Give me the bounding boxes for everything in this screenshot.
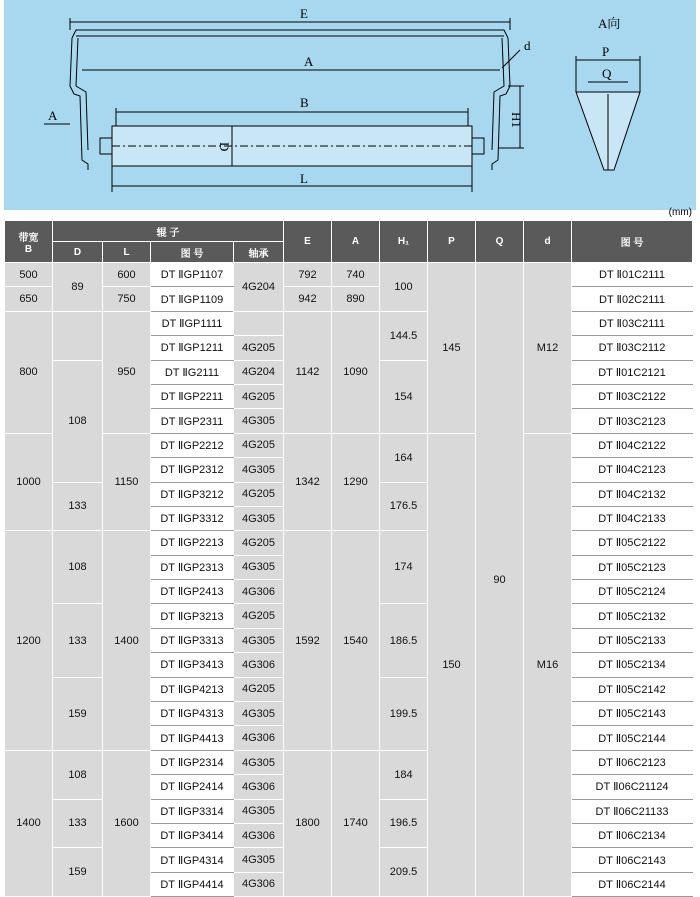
cell-a: 1540	[332, 531, 380, 751]
header-belt-width-sub: B	[24, 243, 33, 255]
cell-d: 133	[53, 604, 103, 677]
cell-bearing: 4G306	[234, 580, 284, 604]
header-d: d	[524, 221, 572, 263]
cell-roller-no: DT ⅡGP4414	[151, 872, 234, 896]
cell-assembly-no: DT Ⅱ06C2134	[572, 823, 693, 847]
cell-p: 150	[428, 433, 476, 896]
cell-assembly-no: DT Ⅱ05C2123	[572, 555, 693, 579]
cell-l: 1400	[103, 531, 151, 751]
cell-roller-no: DT ⅡGP3212	[151, 482, 234, 506]
cell-assembly-no: DT Ⅱ01C2111	[572, 263, 693, 287]
cell-b: 1200	[5, 531, 53, 751]
cell-b: 650	[5, 287, 53, 311]
cell-roller-no: DT ⅡGP2311	[151, 409, 234, 433]
cell-bearing: 4G306	[234, 823, 284, 847]
cell-roller-no: DT ⅡGP2414	[151, 775, 234, 799]
cell-e: 1800	[284, 750, 332, 896]
cell-assembly-no: DT Ⅱ05C2142	[572, 677, 693, 701]
header-bearing: 轴承	[234, 242, 284, 263]
header-belt-width	[5, 221, 53, 263]
header-roller-d: D	[53, 242, 103, 263]
cell-roller-no: DT ⅡGP4213	[151, 677, 234, 701]
cell-roller-no: DT ⅡGP2413	[151, 580, 234, 604]
header-belt-width-label: 带宽	[18, 232, 39, 244]
cell-roller-no: DT ⅡGP3414	[151, 823, 234, 847]
cell-assembly-no: DT Ⅱ06C21133	[572, 799, 693, 823]
cell-roller-no: DT ⅡGP4413	[151, 726, 234, 750]
cell-bearing: 4G205	[234, 482, 284, 506]
cell-roller-no: DT ⅡGP2313	[151, 555, 234, 579]
cell-bearing: 4G305	[234, 799, 284, 823]
cell-d: 108	[53, 360, 103, 482]
cell-assembly-no: DT Ⅱ05C2124	[572, 580, 693, 604]
header-e: E	[284, 221, 332, 263]
technical-drawing	[4, 0, 696, 210]
cell-roller-no: DT ⅡGP3313	[151, 628, 234, 652]
dim-h1-label: H1	[509, 112, 524, 128]
specification-table	[4, 220, 693, 897]
table-row	[5, 287, 693, 311]
cell-roller-no: DT ⅡGP2314	[151, 750, 234, 774]
cell-bearing: 4G305	[234, 628, 284, 652]
cell-roller-no: DT ⅡG2111	[151, 360, 234, 384]
view-a-title: A向	[598, 16, 621, 31]
cell-d: 133	[53, 799, 103, 848]
cell-assembly-no: DT Ⅱ01C2121	[572, 360, 693, 384]
cell-thread: M12	[524, 263, 572, 434]
cell-l: 1150	[103, 433, 151, 531]
dim-d-label: d	[524, 38, 531, 53]
cell-assembly-no: DT Ⅱ03C2123	[572, 409, 693, 433]
cell-assembly-no: DT Ⅱ05C2133	[572, 628, 693, 652]
cell-roller-no: DT ⅡGP3413	[151, 653, 234, 677]
table-row	[5, 263, 693, 287]
dim-l-label: L	[300, 171, 308, 186]
cell-bearing: 4G306	[234, 726, 284, 750]
cell-assembly-no: DT Ⅱ06C2123	[572, 750, 693, 774]
cell-bearing: 4G305	[234, 506, 284, 530]
cell-h1: 144.5	[380, 311, 428, 360]
cell-e: 942	[284, 287, 332, 311]
cell-h1: 184	[380, 750, 428, 799]
cell-assembly-no: DT Ⅱ04C2123	[572, 458, 693, 482]
cell-e: 1142	[284, 311, 332, 433]
cell-roller-no: DT ⅡGP1107	[151, 263, 234, 287]
cell-assembly-no: DT Ⅱ05C2122	[572, 531, 693, 555]
cell-roller-no: DT ⅡGP2212	[151, 433, 234, 457]
cell-e: 1592	[284, 531, 332, 751]
cell-d-empty	[53, 311, 103, 360]
cell-roller-no: DT ⅡGP3312	[151, 506, 234, 530]
cell-assembly-no: DT Ⅱ02C2111	[572, 287, 693, 311]
cell-d: 159	[53, 848, 103, 897]
cell-assembly-no: DT Ⅱ05C2143	[572, 702, 693, 726]
cell-roller-no: DT ⅡGP2312	[151, 458, 234, 482]
cell-bearing: 4G205	[234, 531, 284, 555]
cell-roller-no: DT ⅡGP2211	[151, 384, 234, 408]
unit-label: (mm)	[668, 207, 692, 218]
cell-l: 750	[103, 287, 151, 311]
cell-l: 600	[103, 263, 151, 287]
cell-assembly-no: DT Ⅱ06C2144	[572, 872, 693, 896]
cell-a: 740	[332, 263, 380, 287]
cell-assembly-no: DT Ⅱ06C2143	[572, 848, 693, 872]
cell-assembly-no: DT Ⅱ06C21124	[572, 775, 693, 799]
cell-assembly-no: DT Ⅱ05C2132	[572, 604, 693, 628]
cell-bearing: 4G305	[234, 750, 284, 774]
cell-bearing: 4G204	[234, 360, 284, 384]
cell-d: 108	[53, 531, 103, 604]
cell-h1: 209.5	[380, 848, 428, 897]
cell-b: 500	[5, 263, 53, 287]
cell-bearing: 4G306	[234, 872, 284, 896]
cell-roller-no: DT ⅡGP4313	[151, 702, 234, 726]
cell-bearing: 4G204	[234, 263, 284, 312]
cell-h1: 174	[380, 531, 428, 604]
cell-a: 1290	[332, 433, 380, 531]
header-q: Q	[476, 221, 524, 263]
cell-l: 1600	[103, 750, 151, 896]
header-a: A	[332, 221, 380, 263]
cell-bearing	[234, 311, 284, 335]
table-row	[5, 531, 693, 555]
cell-thread: M16	[524, 433, 572, 896]
header-p: P	[428, 221, 476, 263]
cell-d: 89	[53, 263, 103, 312]
cell-assembly-no: DT Ⅱ04C2133	[572, 506, 693, 530]
cell-bearing: 4G205	[234, 677, 284, 701]
cell-roller-no: DT ⅡGP1211	[151, 336, 234, 360]
cell-bearing: 4G305	[234, 458, 284, 482]
table-row	[5, 433, 693, 457]
cell-bearing: 4G205	[234, 604, 284, 628]
cell-d: 159	[53, 677, 103, 750]
cell-q: 90	[476, 263, 524, 897]
cell-h1: 186.5	[380, 604, 428, 677]
cell-a: 890	[332, 287, 380, 311]
cell-h1: 199.5	[380, 677, 428, 750]
cell-bearing: 4G205	[234, 336, 284, 360]
cell-assembly-no: DT Ⅱ05C2144	[572, 726, 693, 750]
cell-roller-no: DT ⅡGP4314	[151, 848, 234, 872]
dim-roller-d-label: D	[217, 142, 232, 152]
dim-q-label: Q	[602, 66, 612, 81]
cell-e: 792	[284, 263, 332, 287]
cell-b: 1000	[5, 433, 53, 531]
header-roller: 辊 子	[53, 221, 284, 242]
table-row	[5, 750, 693, 774]
cell-bearing: 4G205	[234, 384, 284, 408]
cell-assembly-no: DT Ⅱ03C2111	[572, 311, 693, 335]
cell-roller-no: DT ⅡGP1109	[151, 287, 234, 311]
cell-b: 1400	[5, 750, 53, 896]
cell-a: 1740	[332, 750, 380, 896]
cell-roller-no: DT ⅡGP2213	[151, 531, 234, 555]
cell-roller-no: DT ⅡGP3314	[151, 799, 234, 823]
cell-d: 133	[53, 482, 103, 531]
cell-p: 145	[428, 263, 476, 434]
header-roller-l: L	[103, 242, 151, 263]
header-drawing-no: 图 号	[151, 242, 234, 263]
cell-bearing: 4G305	[234, 848, 284, 872]
cell-l: 950	[103, 311, 151, 433]
cell-bearing: 4G306	[234, 653, 284, 677]
cell-bearing: 4G306	[234, 775, 284, 799]
cell-assembly-no: DT Ⅱ03C2112	[572, 336, 693, 360]
cell-assembly-no: DT Ⅱ04C2132	[572, 482, 693, 506]
dim-b-label: B	[300, 95, 309, 110]
cell-b: 800	[5, 311, 53, 433]
cell-bearing: 4G305	[234, 409, 284, 433]
cell-h1: 196.5	[380, 799, 428, 848]
cell-bearing: 4G205	[234, 433, 284, 457]
table-row	[5, 311, 693, 335]
header-assembly-no: 图 号	[572, 221, 693, 263]
cell-h1: 176.5	[380, 482, 428, 531]
cell-bearing: 4G305	[234, 555, 284, 579]
dim-p-label: P	[602, 44, 610, 59]
dim-a-label: A	[304, 54, 314, 69]
header-h1: H₁	[380, 221, 428, 263]
cell-a: 1090	[332, 311, 380, 433]
cell-roller-no: DT ⅡGP3213	[151, 604, 234, 628]
cell-d: 108	[53, 750, 103, 799]
view-arrow-label: A	[48, 108, 58, 123]
idler-drawing	[4, 0, 696, 210]
cell-bearing: 4G305	[234, 702, 284, 726]
cell-h1: 100	[380, 263, 428, 312]
cell-assembly-no: DT Ⅱ05C2134	[572, 653, 693, 677]
cell-assembly-no: DT Ⅱ04C2122	[572, 433, 693, 457]
cell-h1: 154	[380, 360, 428, 433]
cell-roller-no: DT ⅡGP1111	[151, 311, 234, 335]
cell-e: 1342	[284, 433, 332, 531]
cell-h1: 164	[380, 433, 428, 482]
dim-e-label: E	[300, 6, 308, 21]
cell-assembly-no: DT Ⅱ03C2122	[572, 384, 693, 408]
